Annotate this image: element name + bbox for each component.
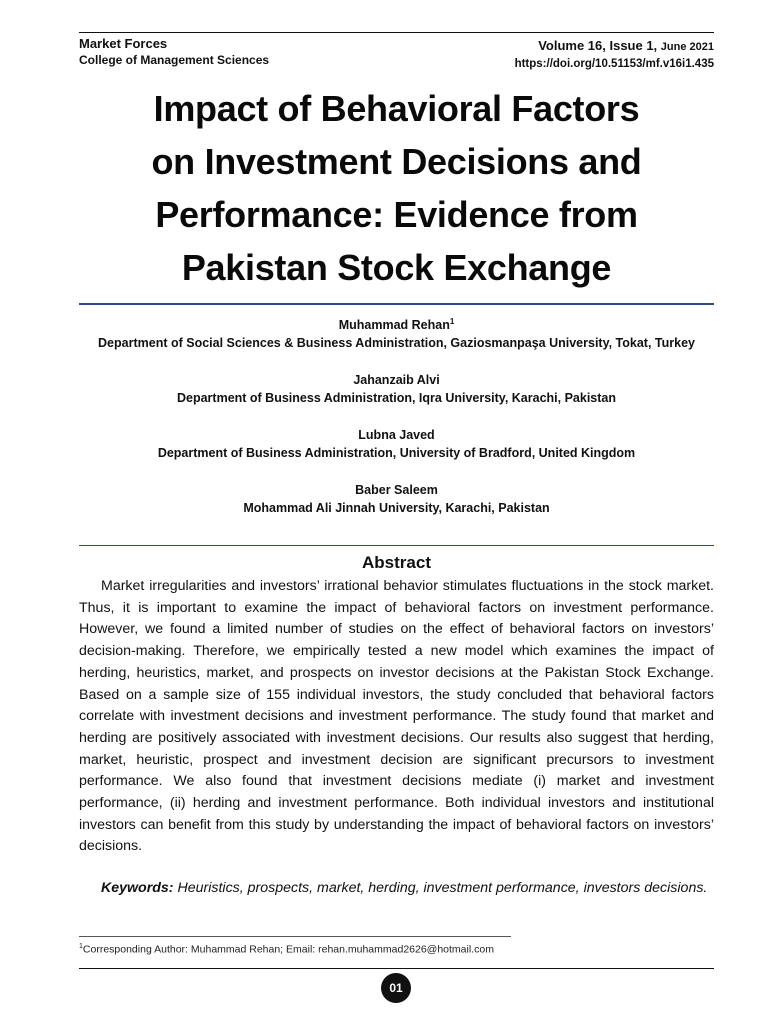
author-name: Baber Saleem (355, 483, 438, 497)
issue-date: June 2021 (660, 41, 714, 53)
author-entry (79, 481, 714, 517)
college-name: College of Management Sciences (79, 53, 270, 67)
abstract-heading: Abstract (362, 553, 431, 572)
journal-info (79, 35, 269, 69)
journal-header (79, 32, 714, 73)
author-affiliation: Department of Social Sciences & Business Administration, Gaziosmanpaşa University, Tokat, Turkey (98, 336, 695, 350)
page-number: 01 (381, 973, 411, 1003)
footnote-text: Corresponding Author: Muhammad Rehan; Email: rehan.muhammad2626@hotmail.com (82, 943, 494, 956)
author-name: Lubna Javed (358, 428, 435, 442)
title-line: on Investment Decisions and (151, 141, 642, 182)
author-affiliation: Department of Business Administration, University of Bradford, United Kingdom (157, 446, 636, 460)
journal-name: Market Forces (79, 36, 168, 51)
keywords (79, 878, 714, 900)
keywords-text: Heuristics, prospects, market, herding, investment performance, investors decisions. (177, 880, 708, 896)
volume-issue (515, 37, 714, 56)
author-entry (79, 371, 714, 407)
author-entry (79, 426, 714, 462)
keywords-label: Keywords: (101, 880, 174, 896)
paper-title (79, 82, 714, 294)
footnote-divider (79, 936, 511, 937)
author-name: Muhammad Rehan$^1$ (338, 316, 455, 332)
title-line: Pakistan Stock Exchange (181, 247, 612, 288)
author-entry (79, 316, 714, 352)
author-list (79, 316, 714, 536)
issue-info (515, 37, 714, 73)
footnote-marker: 1 (79, 943, 83, 950)
abstract-divider (79, 545, 714, 546)
doi-link[interactable]: https://doi.org/10.51153/mf.v16i1.435 (514, 58, 714, 70)
volume-label: Volume 16, Issue 1, (538, 38, 658, 53)
title-divider (79, 303, 714, 305)
title-line: Impact of Behavioral Factors (153, 88, 640, 129)
page-bottom-rule (79, 968, 714, 969)
author-affiliation: Department of Business Administration, Iqra University, Karachi, Pakistan (176, 391, 616, 405)
author-footnote-marker: 1 (449, 316, 455, 326)
title-line: Performance: Evidence from (155, 194, 638, 235)
author-name: Jahanzaib Alvi (353, 373, 440, 387)
footnote (79, 943, 494, 956)
abstract-text: Market irregularities and investors’ irrational behavior stimulates fluctuations in the stock market. Thus, it is important to examine the impact of behavioral factors on investment performance. However, we found a limited number of studies on the effect of behavioral factors on investors’ decision-making. Therefore, we empirically tested a new model which examines the impact of herding, heuristics, market, and prospects on investor decisions at the Pakistan Stock Exchange. Based on a sample size of 155 individual investors, the study concluded that behavioral factors correlate with investment decisions and investment performance. The study found that market and herding are positively associated with investment decisions. Our results also suggest that herding, market, heuristic, prospect and investment decision are significant precursors to investment performance. We also found that investment decisions mediate (i) market and investment performance, (ii) herding and investment performance. Both individual investors and institutional investors can benefit from this study by understanding the impact of behavioral factors on investors’ decisions. (79, 578, 714, 855)
author-affiliation: Mohammad Ali Jinnah University, Karachi, Pakistan (243, 501, 550, 515)
